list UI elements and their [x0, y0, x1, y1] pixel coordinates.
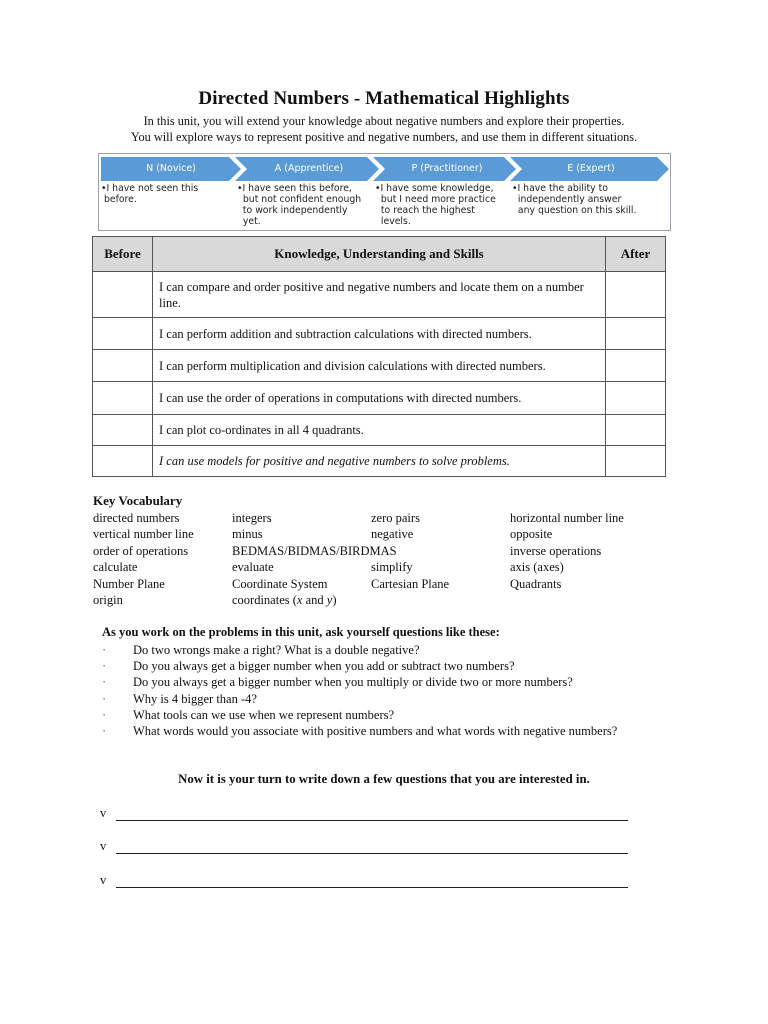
- skill-cell: I can compare and order positive and negative numbers and locate them on a number line.: [153, 272, 606, 318]
- question-text: Do you always get a bigger number when you add or subtract two numbers?: [133, 659, 515, 674]
- vocab-term: simplify: [371, 560, 413, 575]
- skill-cell: I can use models for positive and negative numbers to solve problems.: [153, 446, 606, 477]
- table-row: [93, 350, 666, 382]
- skill-cell: I can perform multiplication and division calculations with directed numbers.: [153, 350, 606, 382]
- answer-marker: v: [100, 806, 107, 820]
- answer-blank[interactable]: [116, 877, 628, 888]
- bullet: ·: [102, 675, 107, 690]
- intro-line-2: You will explore ways to represent positive and negative numbers, and use them in different situations.: [130, 130, 638, 144]
- ask-questions-title: As you work on the problems in this unit, ask yourself questions like these:: [102, 625, 500, 639]
- answer-blank[interactable]: [116, 843, 628, 854]
- before-cell[interactable]: [93, 415, 153, 446]
- vocab-title: Key Vocabulary: [93, 493, 183, 508]
- bullet: ·: [102, 707, 107, 722]
- stage-label-practitioner: P (Practitioner): [411, 162, 483, 174]
- vocab-term: order of operations: [93, 543, 189, 558]
- intro-line-1: In this unit, you will extend your knowledge about negative numbers and explore their properties.: [143, 114, 625, 128]
- vocab-term: horizontal number line: [510, 511, 624, 525]
- before-cell[interactable]: [93, 446, 153, 477]
- vocab-row: [93, 543, 693, 559]
- bullet: ·: [102, 643, 107, 657]
- progression-stages: [98, 153, 671, 231]
- after-cell[interactable]: [606, 272, 666, 318]
- stage-desc-expert: •I have the ability to independently answer any question on this skill.: [512, 183, 637, 216]
- vocab-term: zero pairs: [371, 511, 420, 525]
- before-cell[interactable]: [93, 318, 153, 350]
- before-cell[interactable]: [93, 272, 153, 318]
- table-row: [93, 272, 666, 318]
- after-cell[interactable]: [606, 415, 666, 446]
- vocab-grid: [93, 510, 693, 608]
- vocab-term: negative: [371, 527, 414, 542]
- page-title: Directed Numbers - Mathematical Highlights: [198, 88, 570, 109]
- vocab-row: [93, 526, 693, 542]
- stage-desc-apprentice: •I have seen this before, but not confident enough to work independently yet.: [237, 183, 362, 227]
- answer-blank[interactable]: [116, 810, 628, 821]
- stage-label-novice: N (Novice): [146, 162, 196, 174]
- vocab-term: Number Plane: [93, 576, 165, 591]
- table-header-row: [93, 237, 666, 272]
- vocab-term: origin: [93, 592, 123, 607]
- stage-label-expert: E (Expert): [567, 162, 615, 174]
- your-turn-prompt: Now it is your turn to write down a few questions that you are interested in.: [178, 772, 590, 786]
- header-before: Before: [93, 237, 153, 272]
- question-text: Do you always get a bigger number when you multiply or divide two or more numbers?: [133, 675, 573, 690]
- vocab-term: inverse operations: [510, 543, 602, 558]
- vocab-row: [93, 576, 693, 592]
- table-row: [93, 446, 666, 477]
- stage-desc-practitioner: •I have some knowledge, but I need more practice to reach the highest levels.: [375, 183, 496, 227]
- stage-label-apprentice: A (Apprentice): [274, 162, 344, 174]
- vocab-row: [93, 510, 693, 526]
- bullet: ·: [102, 691, 107, 706]
- stage-desc-novice: •I have not seen this before.: [101, 183, 199, 205]
- vocab-term: vertical number line: [93, 527, 194, 542]
- question-text: Do two wrongs make a right? What is a double negative?: [133, 643, 420, 657]
- question-text: What tools can we use when we represent numbers?: [133, 707, 395, 722]
- answer-marker: v: [100, 873, 107, 887]
- skill-cell: I can plot co-ordinates in all 4 quadrants.: [153, 415, 606, 446]
- vocab-term: directed numbers: [93, 511, 180, 525]
- list-item: [102, 658, 672, 674]
- after-cell[interactable]: [606, 382, 666, 415]
- question-text: Why is 4 bigger than -4?: [133, 691, 257, 706]
- header-after: After: [606, 237, 666, 272]
- vocab-term: BEDMAS/BIDMAS/BIRDMAS: [232, 543, 397, 558]
- bullet: ·: [102, 724, 107, 739]
- after-cell[interactable]: [606, 446, 666, 477]
- vocab-term: minus: [232, 527, 263, 542]
- table-row: [93, 382, 666, 415]
- vocab-term: opposite: [510, 527, 553, 542]
- skill-cell: I can perform addition and subtraction calculations with directed numbers.: [153, 318, 606, 350]
- skill-cell: I can use the order of operations in computations with directed numbers.: [153, 382, 606, 415]
- list-item: [102, 674, 672, 690]
- vocab-term: coordinates (x and y): [232, 592, 337, 607]
- answer-line-1[interactable]: [100, 806, 628, 821]
- before-cell[interactable]: [93, 382, 153, 415]
- answer-line-2[interactable]: [100, 839, 628, 854]
- answer-line-3[interactable]: [100, 873, 628, 888]
- vocab-term: calculate: [93, 560, 138, 575]
- table-row: [93, 318, 666, 350]
- list-item: [102, 707, 672, 723]
- vocab-row: [93, 592, 693, 608]
- table-row: [93, 415, 666, 446]
- before-cell[interactable]: [93, 350, 153, 382]
- header-skills: Knowledge, Understanding and Skills: [153, 237, 606, 272]
- vocab-row: [93, 559, 693, 575]
- after-cell[interactable]: [606, 318, 666, 350]
- vocab-term: evaluate: [232, 560, 274, 575]
- list-item: [102, 642, 672, 658]
- vocab-term: Cartesian Plane: [371, 576, 450, 591]
- bullet: ·: [102, 659, 107, 674]
- list-item: [102, 723, 672, 739]
- after-cell[interactable]: [606, 350, 666, 382]
- question-text: What words would you associate with positive numbers and what words with negative numbers?: [133, 724, 618, 739]
- question-list: [102, 642, 672, 739]
- vocab-term: Coordinate System: [232, 576, 328, 591]
- list-item: [102, 691, 672, 707]
- vocab-term: integers: [232, 511, 272, 525]
- skills-table: [92, 236, 666, 477]
- answer-marker: v: [100, 839, 107, 853]
- vocab-term: Quadrants: [510, 576, 562, 591]
- vocab-term: axis (axes): [510, 560, 564, 575]
